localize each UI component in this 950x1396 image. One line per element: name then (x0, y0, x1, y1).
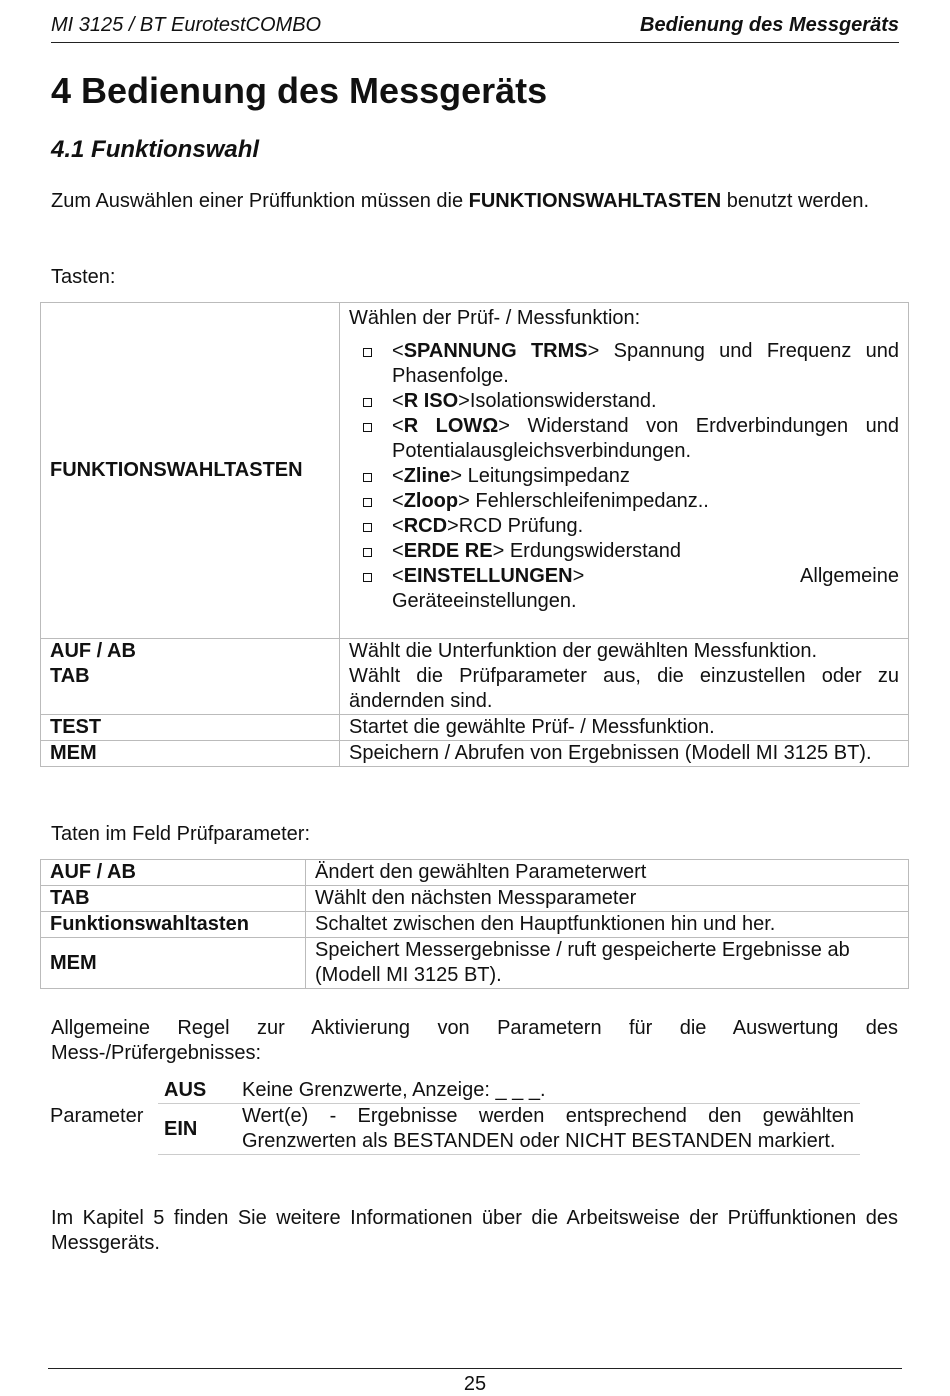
function-name: EINSTELLUNGEN (403, 565, 573, 587)
func-desc: Wählen der Prüf- / Messfunktion: (349, 307, 641, 329)
function-list-item: <Zloop> Fehlerschleifenimpedanz.. (349, 489, 899, 514)
desc-cell: Wählt die Prüfparameter aus, die einzustellen oder zu ändernden sind. (340, 664, 909, 715)
function-list-item: <SPANNUNG TRMS> Spannung und Frequenz und Phasenfolge. (349, 339, 899, 389)
key-cell: Funktionswahltasten (41, 912, 306, 938)
table-row (41, 886, 909, 912)
desc-cell: Wählt den nächsten Messparameter (306, 886, 909, 912)
param-keys-table (40, 859, 909, 989)
closing-paragraph: Im Kapitel 5 finden Sie weitere Informationen über die Arbeitsweise der Prüffunktionen des Messgeräts. (51, 1207, 898, 1254)
intro-bold: FUNKTIONSWAHLTASTEN (468, 190, 722, 212)
desc-cell: Wählt die Unterfunktion der gewählten Messfunktion. (340, 639, 909, 665)
function-name: R LOWΩ (403, 415, 499, 437)
key-cell: MEM (41, 938, 306, 989)
key-cell: AUF / AB (41, 860, 306, 886)
key-cell: TEST (41, 715, 340, 741)
page-number: 25 (463, 1373, 487, 1395)
function-name: SPANNUNG TRMS (403, 340, 588, 362)
table-row (41, 938, 909, 989)
function-name: RCD (403, 515, 448, 537)
header-left: MI 3125 / BT EurotestCOMBO (51, 14, 322, 36)
function-list-item: <ERDE RE> Erdungswiderstand (349, 539, 899, 564)
function-list-item: <R ISO>Isolationswiderstand. (349, 389, 899, 414)
func-desc-cell (340, 303, 909, 639)
func-key: FUNKTIONSWAHLTASTEN (41, 303, 340, 639)
checkbox-bullet-icon (363, 398, 372, 407)
function-list-item: <RCD>RCD Prüfung. (349, 514, 899, 539)
parameter-table (44, 1078, 860, 1155)
desc-cell: Ändert den gewählten Parameterwert (306, 860, 909, 886)
ein-desc: Wert(e) - Ergebnisse werden entsprechend den gewählten Grenzwerten als BESTANDEN oder NICHT BESTANDEN markiert. (236, 1104, 860, 1155)
key-cell: TAB (41, 886, 306, 912)
table-row (41, 639, 909, 665)
function-name: R ISO (403, 390, 459, 412)
checkbox-bullet-icon (363, 348, 372, 357)
table-row (41, 303, 909, 639)
table-row (41, 912, 909, 938)
table-row (44, 1104, 860, 1155)
rule-paragraph: Allgemeine Regel zur Aktivierung von Parametern für die Auswertung des Mess-/Prüfergebnisses: (51, 1017, 898, 1064)
table-row (41, 741, 909, 767)
desc-cell: Speichert Messergebnisse / ruft gespeicherte Ergebnisse ab (Modell MI 3125 BT). (306, 938, 909, 989)
function-name: Zloop (403, 490, 459, 512)
desc-cell: Speichern / Abrufen von Ergebnissen (Modell MI 3125 BT). (340, 741, 909, 767)
section-title: 4.1 Funktionswahl (51, 136, 260, 163)
footer-rule (48, 1368, 902, 1369)
page-header (51, 12, 899, 43)
desc-cell: Schaltet zwischen den Hauptfunktionen hin und her. (306, 912, 909, 938)
keys-table (40, 302, 909, 767)
table-row (41, 860, 909, 886)
function-name: ERDE RE (403, 540, 493, 562)
aus-desc: Keine Grenzwerte, Anzeige: _ _ _. (242, 1079, 546, 1101)
key-cell: AUF / AB (41, 639, 340, 665)
key-cell: MEM (41, 741, 340, 767)
keys-label: Tasten: (51, 266, 116, 288)
function-list (349, 339, 905, 614)
table-row (44, 1078, 860, 1104)
function-list-item: <EINSTELLUNGEN> Allgemeine Geräteeinstellungen. (349, 564, 899, 614)
param-label: Taten im Feld Prüfparameter: (51, 823, 310, 845)
intro-paragraph: Zum Auswählen einer Prüffunktion müssen die FUNKTIONSWAHLTASTEN benutzt werden. (51, 190, 870, 212)
checkbox-bullet-icon (363, 548, 372, 557)
table-row (41, 664, 909, 715)
chapter-title: 4 Bedienung des Messgeräts (51, 70, 548, 111)
table-row (41, 715, 909, 741)
header-right: Bedienung des Messgeräts (640, 14, 899, 36)
checkbox-bullet-icon (363, 498, 372, 507)
aus-key: AUS (164, 1079, 207, 1101)
function-list-item: <Zline> Leitungsimpedanz (349, 464, 899, 489)
checkbox-bullet-icon (363, 573, 372, 582)
key-cell: TAB (41, 664, 340, 715)
function-name: Zline (403, 465, 451, 487)
checkbox-bullet-icon (363, 423, 372, 432)
desc-cell: Startet die gewählte Prüf- / Messfunktion. (340, 715, 909, 741)
checkbox-bullet-icon (363, 523, 372, 532)
function-list-item: <R LOWΩ> Widerstand von Erdverbindungen und Potentialausgleichsverbindungen. (349, 414, 899, 464)
param-label-cell: Parameter (50, 1104, 144, 1127)
ein-key: EIN (158, 1104, 236, 1155)
checkbox-bullet-icon (363, 473, 372, 482)
